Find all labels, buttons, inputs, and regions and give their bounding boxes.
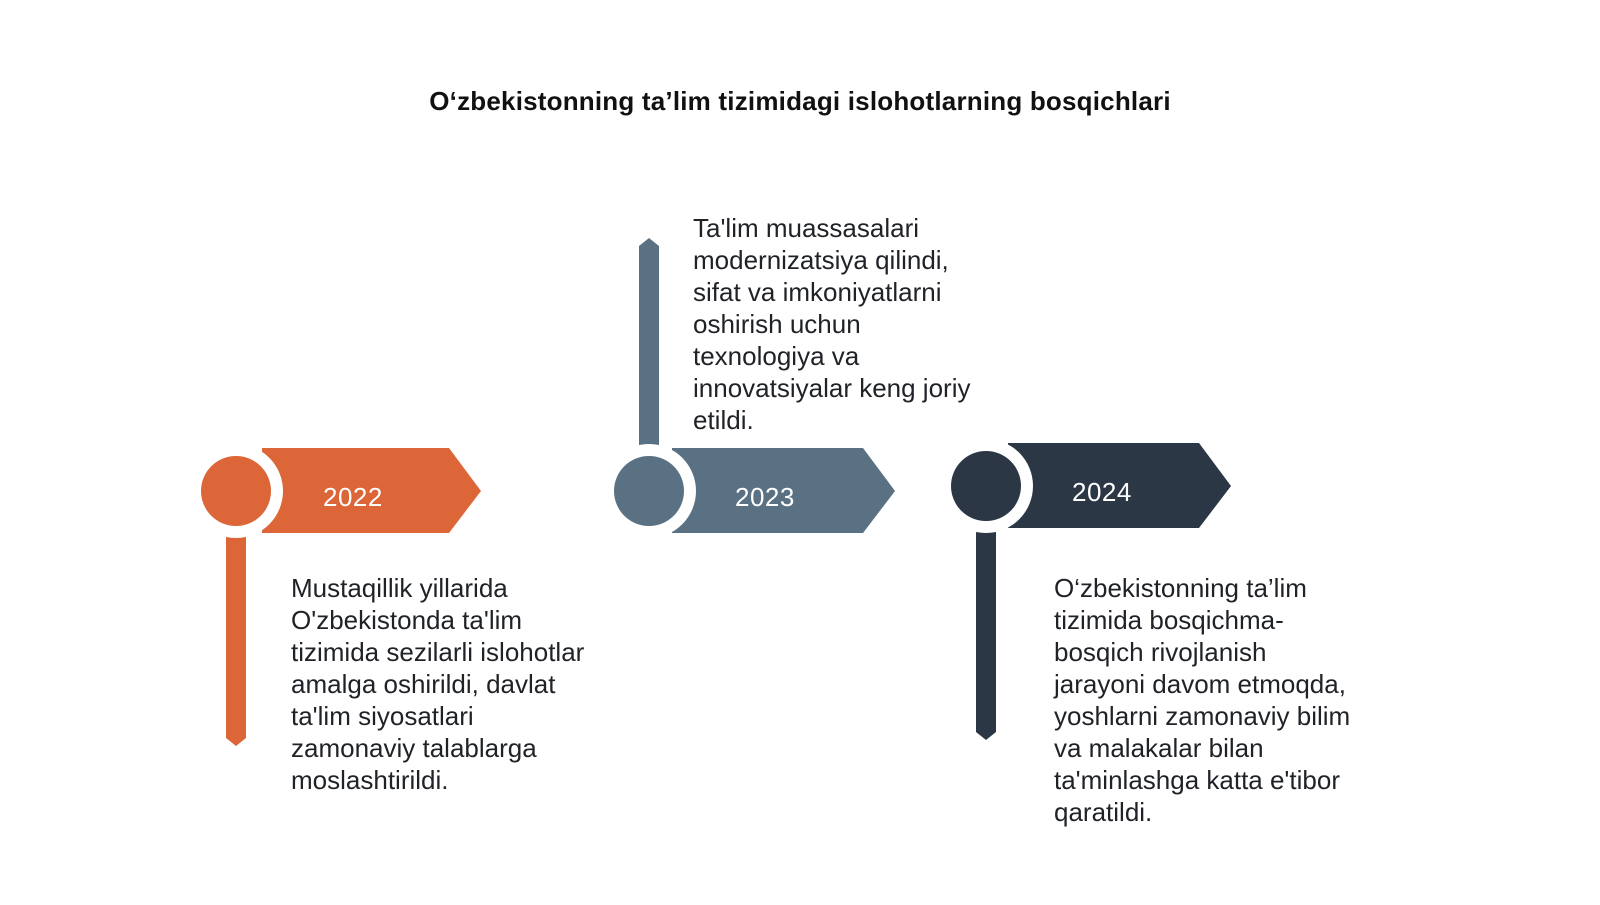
stage-2024-description: O‘zbekistonning ta’lim tizimida bosqichma- bosqich rivojlanish jarayoni davom etmoqda, yoshlarni zamonaviy bilim va malakalar bilan ta'minlashga katta e'tibor qaratildi. bbox=[1054, 573, 1351, 827]
stage-2023-dot bbox=[614, 456, 684, 526]
stage-2022-description: Mustaqillik yillarida O'zbekistonda ta'lim tizimida sezilarli islohotlar amalga oshirildi, davlat ta'lim siyosatlari zamonaviy talablarga moslashtirildi. bbox=[291, 573, 585, 795]
stage-2024-connector bbox=[976, 530, 996, 740]
stage-2022-dot bbox=[201, 456, 271, 526]
stage-2023-year: 2023 bbox=[735, 482, 795, 512]
stage-2024-year: 2024 bbox=[1072, 477, 1132, 507]
stage-2023-connector bbox=[639, 238, 659, 448]
stage-2022-connector bbox=[226, 535, 246, 746]
stage-2022-year: 2022 bbox=[323, 482, 383, 512]
diagram-title: O‘zbekistonning ta’lim tizimidagi islohotlarning bosqichlari bbox=[429, 86, 1171, 116]
stage-2023-description: Ta'lim muassasalari modernizatsiya qilindi, sifat va imkoniyatlarni oshirish uchun texnologiya va innovatsiyalar keng joriy etildi. bbox=[693, 213, 971, 435]
stage-2024-dot bbox=[951, 451, 1021, 521]
